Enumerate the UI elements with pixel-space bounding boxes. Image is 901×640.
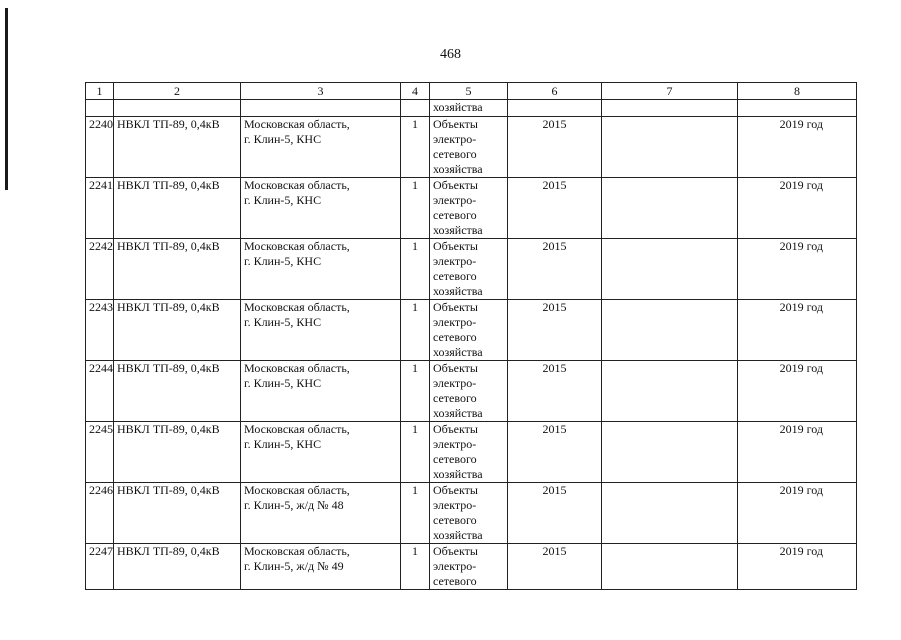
cell-address-line: Московская область, — [244, 422, 350, 436]
cell-object-name: НВКЛ ТП-89, 0,4кВ — [114, 422, 241, 483]
cell-due-date: 2019 год — [738, 300, 857, 361]
cell-object-type-line: Объекты — [433, 483, 478, 497]
column-header-2: 2 — [114, 83, 241, 100]
cell-object-type-line: Объекты — [433, 300, 478, 314]
cell-object-type-line: сетевого — [433, 147, 477, 161]
cell-object-name: НВКЛ ТП-89, 0,4кВ — [114, 300, 241, 361]
table-row — [86, 300, 857, 361]
cell-year: 2015 — [508, 300, 602, 361]
cell-address-line: Московская область, — [244, 239, 350, 253]
cell-address — [241, 300, 401, 361]
column-header-3: 3 — [241, 83, 401, 100]
cell-empty — [602, 100, 738, 117]
table-row — [86, 178, 857, 239]
cell-type-continued: хозяйства — [430, 100, 508, 117]
cell-address — [241, 178, 401, 239]
column-header-4: 4 — [401, 83, 430, 100]
cell-object-type-line: хозяйства — [433, 284, 483, 298]
cell-due-date: 2019 год — [738, 178, 857, 239]
cell-column-7 — [602, 422, 738, 483]
cell-address-line: г. Клин-5, ж/д № 48 — [244, 498, 344, 512]
cell-object-name: НВКЛ ТП-89, 0,4кВ — [114, 178, 241, 239]
cell-quantity: 1 — [401, 422, 430, 483]
table-row — [86, 483, 857, 544]
cell-year: 2015 — [508, 361, 602, 422]
cell-column-7 — [602, 361, 738, 422]
cell-object-type-line: сетевого — [433, 513, 477, 527]
cell-object-type-line: Объекты — [433, 239, 478, 253]
cell-address — [241, 422, 401, 483]
cell-object-type-line: Объекты — [433, 422, 478, 436]
table-row — [86, 117, 857, 178]
table-row — [86, 361, 857, 422]
cell-year: 2015 — [508, 422, 602, 483]
cell-quantity: 1 — [401, 544, 430, 590]
cell-object-type-line: сетевого — [433, 391, 477, 405]
cell-column-7 — [602, 483, 738, 544]
column-header-7: 7 — [602, 83, 738, 100]
cell-address — [241, 239, 401, 300]
cell-address — [241, 117, 401, 178]
cell-object-name: НВКЛ ТП-89, 0,4кВ — [114, 544, 241, 590]
table-row — [86, 422, 857, 483]
cell-due-date: 2019 год — [738, 361, 857, 422]
cell-column-7 — [602, 178, 738, 239]
cell-quantity: 1 — [401, 300, 430, 361]
cell-object-type-line: хозяйства — [433, 162, 483, 176]
cell-object-type — [430, 300, 508, 361]
cell-column-7 — [602, 239, 738, 300]
cell-due-date: 2019 год — [738, 544, 857, 590]
cell-object-type-line: электро- — [433, 254, 477, 268]
cell-year: 2015 — [508, 239, 602, 300]
page-number: 468 — [440, 47, 461, 62]
cell-object-type-line: Объекты — [433, 117, 478, 131]
cell-object-type-line: электро- — [433, 376, 477, 390]
cell-address-line: Московская область, — [244, 178, 350, 192]
cell-empty — [508, 100, 602, 117]
cell-number: 2242 — [86, 239, 114, 300]
scan-margin-mark — [5, 8, 8, 190]
cell-address-line: г. Клин-5, КНС — [244, 132, 322, 146]
cell-object-type-line: электро- — [433, 559, 477, 573]
column-header-1: 1 — [86, 83, 114, 100]
cell-address-line: Московская область, — [244, 483, 350, 497]
cell-object-type-line: сетевого — [433, 452, 477, 466]
cell-object-type-line: хозяйства — [433, 345, 483, 359]
cell-object-type — [430, 422, 508, 483]
table-row — [86, 239, 857, 300]
cell-number: 2245 — [86, 422, 114, 483]
cell-quantity: 1 — [401, 483, 430, 544]
cell-address-line: г. Клин-5, КНС — [244, 193, 322, 207]
cell-due-date: 2019 год — [738, 422, 857, 483]
header-row — [86, 83, 857, 100]
cell-object-type-line: Объекты — [433, 544, 478, 558]
cell-address-line: Московская область, — [244, 300, 350, 314]
cell-empty — [241, 100, 401, 117]
cell-object-type — [430, 544, 508, 590]
column-header-6: 6 — [508, 83, 602, 100]
cell-empty — [86, 100, 114, 117]
cell-due-date: 2019 год — [738, 483, 857, 544]
cell-object-type-line: электро- — [433, 498, 477, 512]
cell-object-type-line: электро- — [433, 437, 477, 451]
cell-number: 2247 — [86, 544, 114, 590]
cell-address — [241, 483, 401, 544]
cell-object-type-line: электро- — [433, 132, 477, 146]
continuation-row — [86, 100, 857, 117]
cell-year: 2015 — [508, 117, 602, 178]
cell-address-line: г. Клин-5, КНС — [244, 376, 322, 390]
column-header-5: 5 — [430, 83, 508, 100]
cell-due-date: 2019 год — [738, 239, 857, 300]
cell-object-type-line: Объекты — [433, 178, 478, 192]
cell-object-type-line: сетевого — [433, 208, 477, 222]
cell-due-date: 2019 год — [738, 117, 857, 178]
cell-object-type-line: сетевого — [433, 330, 477, 344]
cell-object-type — [430, 178, 508, 239]
cell-object-type-line: хозяйства — [433, 467, 483, 481]
cell-object-type — [430, 483, 508, 544]
cell-object-name: НВКЛ ТП-89, 0,4кВ — [114, 483, 241, 544]
cell-number: 2244 — [86, 361, 114, 422]
cell-empty — [738, 100, 857, 117]
cell-object-name: НВКЛ ТП-89, 0,4кВ — [114, 117, 241, 178]
cell-object-type-line: сетевого — [433, 269, 477, 283]
column-header-8: 8 — [738, 83, 857, 100]
cell-column-7 — [602, 117, 738, 178]
cell-number: 2243 — [86, 300, 114, 361]
register-table — [85, 82, 857, 590]
cell-column-7 — [602, 300, 738, 361]
cell-object-type-line: электро- — [433, 315, 477, 329]
cell-object-type — [430, 117, 508, 178]
cell-number: 2240 — [86, 117, 114, 178]
cell-object-type-line: Объекты — [433, 361, 478, 375]
table-row — [86, 544, 857, 590]
cell-address — [241, 544, 401, 590]
cell-year: 2015 — [508, 483, 602, 544]
cell-object-type-line: хозяйства — [433, 528, 483, 542]
cell-quantity: 1 — [401, 239, 430, 300]
cell-year: 2015 — [508, 178, 602, 239]
cell-address-line: г. Клин-5, ж/д № 49 — [244, 559, 344, 573]
cell-address-line: Московская область, — [244, 361, 350, 375]
cell-address — [241, 361, 401, 422]
cell-object-name: НВКЛ ТП-89, 0,4кВ — [114, 361, 241, 422]
cell-quantity: 1 — [401, 178, 430, 239]
cell-address-line: г. Клин-5, КНС — [244, 254, 322, 268]
cell-object-type — [430, 361, 508, 422]
cell-address-line: г. Клин-5, КНС — [244, 315, 322, 329]
cell-address-line: Московская область, — [244, 544, 350, 558]
cell-empty — [401, 100, 430, 117]
cell-object-type-line: сетевого — [433, 574, 477, 588]
cell-object-type — [430, 239, 508, 300]
cell-empty — [114, 100, 241, 117]
cell-object-type-line: хозяйства — [433, 223, 483, 237]
cell-object-name: НВКЛ ТП-89, 0,4кВ — [114, 239, 241, 300]
cell-object-type-line: хозяйства — [433, 406, 483, 420]
cell-number: 2241 — [86, 178, 114, 239]
cell-quantity: 1 — [401, 117, 430, 178]
cell-object-type-line: электро- — [433, 193, 477, 207]
cell-number: 2246 — [86, 483, 114, 544]
cell-address-line: Московская область, — [244, 117, 350, 131]
cell-address-line: г. Клин-5, КНС — [244, 437, 322, 451]
cell-column-7 — [602, 544, 738, 590]
cell-year: 2015 — [508, 544, 602, 590]
cell-quantity: 1 — [401, 361, 430, 422]
